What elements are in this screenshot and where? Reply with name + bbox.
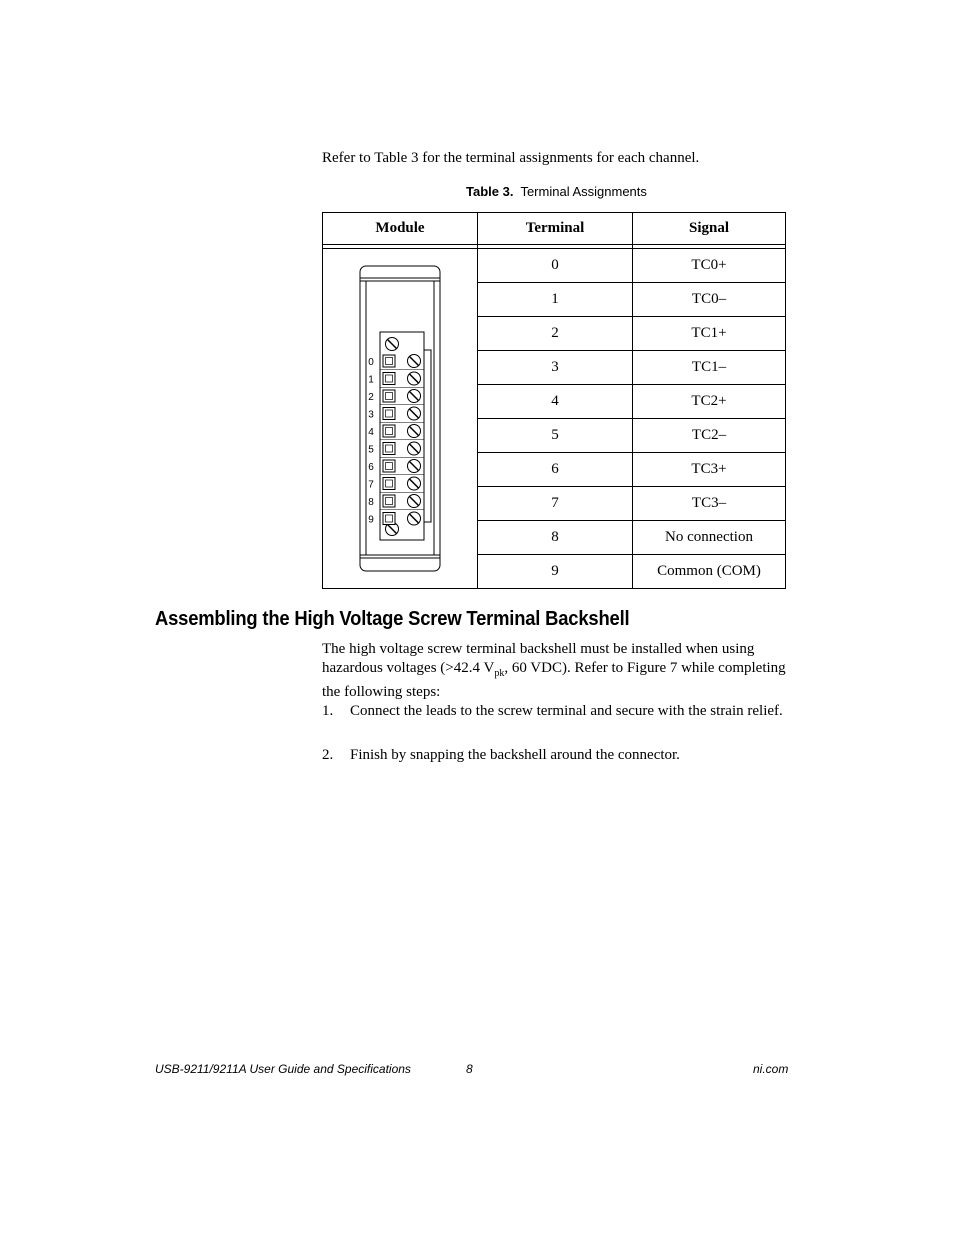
step-text: Finish by snapping the backshell around the connector. xyxy=(350,747,680,763)
terminal-cell: 9 xyxy=(478,555,633,589)
wire-entry-4 xyxy=(383,425,395,437)
table-header-row xyxy=(323,213,786,245)
terminal-label: 5 xyxy=(368,444,374,455)
step-number: 2. xyxy=(322,747,334,763)
signal-cell: TC2– xyxy=(633,419,786,453)
signal-cell: TC2+ xyxy=(633,385,786,419)
wire-entry-7 xyxy=(383,477,395,489)
signal-cell: TC1+ xyxy=(633,317,786,351)
signal-cell: No connection xyxy=(633,521,786,555)
wire-entry-8 xyxy=(383,495,395,507)
terminal-label: 2 xyxy=(368,391,374,403)
header-terminal: Terminal xyxy=(478,213,633,245)
terminal-label: 0 xyxy=(368,356,374,368)
terminal-label: 3 xyxy=(368,409,374,420)
terminal-cell: 8 xyxy=(478,521,633,555)
signal-cell: TC3+ xyxy=(633,453,786,487)
terminal-cell: 6 xyxy=(478,453,633,487)
terminal-label: 8 xyxy=(368,496,374,508)
section-heading: Assembling the High Voltage Screw Terminal Backshell xyxy=(155,608,630,630)
para-text-1: The high voltage screw terminal backshell must be installed when using hazardous voltages (>42.4 V xyxy=(322,641,755,676)
wire-entry-5 xyxy=(383,442,395,454)
para-text-2: , 60 VDC). Refer to Figure 7 while completing the following steps: xyxy=(322,660,786,700)
signal-cell: TC1– xyxy=(633,351,786,385)
table-caption-title: Terminal Assignments xyxy=(520,184,647,199)
terminal-cell: 2 xyxy=(478,317,633,351)
backshell-paragraph xyxy=(322,640,787,702)
module-diagram xyxy=(350,264,450,574)
wire-entry-2 xyxy=(383,390,395,402)
table-caption xyxy=(466,184,647,199)
table-row xyxy=(323,249,786,283)
signal-cell: TC3– xyxy=(633,487,786,521)
wire-entry-6 xyxy=(383,460,395,472)
wire-entry-0 xyxy=(383,355,395,367)
terminal-label: 1 xyxy=(368,374,374,385)
terminal-cell: 5 xyxy=(478,419,633,453)
wire-entry-1 xyxy=(383,372,395,384)
step-number: 1. xyxy=(322,703,334,719)
terminal-assignments-table xyxy=(322,212,786,589)
terminal-cell: 3 xyxy=(478,351,633,385)
terminal-label: 9 xyxy=(368,514,374,525)
terminal-cell: 0 xyxy=(478,249,633,283)
terminal-cell: 7 xyxy=(478,487,633,521)
signal-cell: Common (COM) xyxy=(633,555,786,589)
wire-entry-3 xyxy=(383,407,395,419)
terminal-label: 4 xyxy=(368,426,374,438)
para-subscript: pk xyxy=(494,668,505,679)
step-text: Connect the leads to the screw terminal and secure with the strain relief. xyxy=(350,703,783,719)
signal-cell: TC0– xyxy=(633,283,786,317)
table-caption-label: Table 3. xyxy=(466,184,514,199)
terminal-label: 6 xyxy=(368,461,374,473)
header-signal: Signal xyxy=(633,213,786,245)
terminal-cell: 1 xyxy=(478,283,633,317)
intro-text: Refer to Table 3 for the terminal assignments for each channel. xyxy=(322,150,700,166)
module-diagram-cell xyxy=(323,249,478,589)
wire-entry-9 xyxy=(383,512,395,524)
signal-cell: TC0+ xyxy=(633,249,786,283)
terminal-cell: 4 xyxy=(478,385,633,419)
terminal-label: 7 xyxy=(368,479,374,490)
footer-title: USB-9211/9211A User Guide and Specifications xyxy=(155,1062,411,1076)
footer-url: ni.com xyxy=(753,1062,789,1076)
connector-side-tab xyxy=(424,350,431,522)
footer-page-number: 8 xyxy=(466,1062,473,1076)
header-module: Module xyxy=(323,213,478,245)
